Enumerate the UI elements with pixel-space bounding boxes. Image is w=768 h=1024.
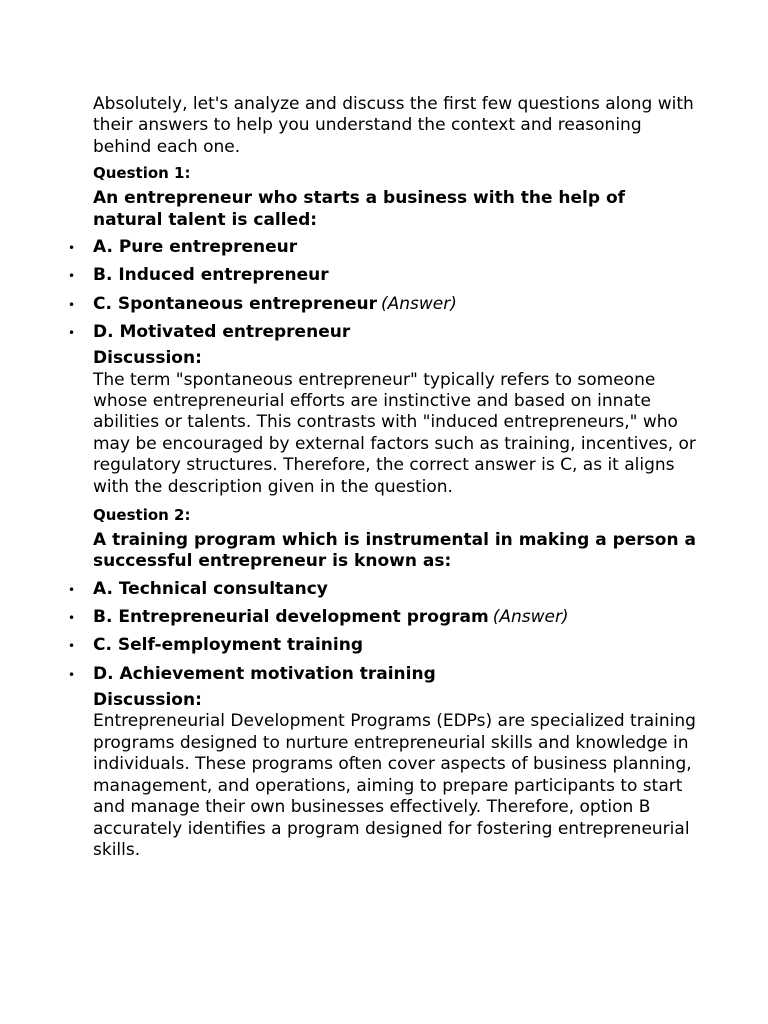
- option-text: D. Achievement motivation training: [93, 663, 436, 684]
- option-item: [68, 233, 698, 261]
- discussion-title: Discussion:: [93, 348, 202, 369]
- option-item: [68, 603, 698, 631]
- option-item: [68, 318, 698, 346]
- option-text: A. Pure entrepreneur: [93, 237, 298, 258]
- option-item: [68, 631, 698, 659]
- option-item: [68, 660, 698, 688]
- discussion-text: Entrepreneurial Development Programs (EDPs) are specialized training programs designed to nurture entrepreneurial skills and knowledge in individuals. These programs often cover aspects of business planning, management, and operations, aiming to prepare participants to start and manage their own businesses effectively. Therefore, option B accurately identifies a program designed for fostering entrepreneurial skills.: [93, 711, 696, 860]
- answer-marker: (Answer): [380, 293, 457, 314]
- option-text: B. Entrepreneurial development program: [93, 607, 489, 628]
- discussion-text: The term "spontaneous entrepreneur" typically refers to someone whose entrepreneurial efforts are instinctive and based on innate abilities or talents. This contrasts with "induced entrepreneurs," who may be encouraged by external factors such as training, incentives, or regulatory structures. Therefore, the correct answer is C, as it aligns with the description given in the question.: [93, 369, 696, 497]
- bullet-icon: •: [68, 269, 76, 284]
- option-text: A. Technical consultancy: [93, 578, 328, 599]
- bullet-icon: •: [68, 582, 76, 597]
- answer-marker: (Answer): [492, 607, 569, 628]
- answer-options: [68, 575, 698, 688]
- question-label: Question 2:: [93, 506, 191, 525]
- option-text: C. Spontaneous entrepreneur: [93, 293, 377, 314]
- discussion-title: Discussion:: [93, 690, 202, 711]
- question-2: [68, 504, 698, 861]
- bullet-icon: •: [68, 611, 76, 626]
- option-item: [68, 261, 698, 289]
- option-text: B. Induced entrepreneur: [93, 265, 329, 286]
- answer-options: [68, 233, 698, 346]
- intro-paragraph: Absolutely, let's analyze and discuss the first few questions along with their answers to help you understand the context and reasoning behind each one.: [93, 94, 694, 157]
- bullet-icon: •: [68, 639, 76, 654]
- option-text: D. Motivated entrepreneur: [93, 321, 351, 342]
- question-label: Question 1:: [93, 164, 191, 183]
- bullet-icon: •: [68, 325, 76, 340]
- option-text: C. Self-employment training: [93, 635, 364, 656]
- option-item: [68, 575, 698, 603]
- option-item: [68, 290, 698, 318]
- bullet-icon: •: [68, 297, 76, 312]
- bullet-icon: •: [68, 241, 76, 256]
- bullet-icon: •: [68, 667, 76, 682]
- question-text: An entrepreneur who starts a business with the help of natural talent is called:: [93, 188, 626, 230]
- question-text: A training program which is instrumental in making a person a successful entrepreneur is known as:: [93, 530, 696, 572]
- question-1: [68, 162, 698, 498]
